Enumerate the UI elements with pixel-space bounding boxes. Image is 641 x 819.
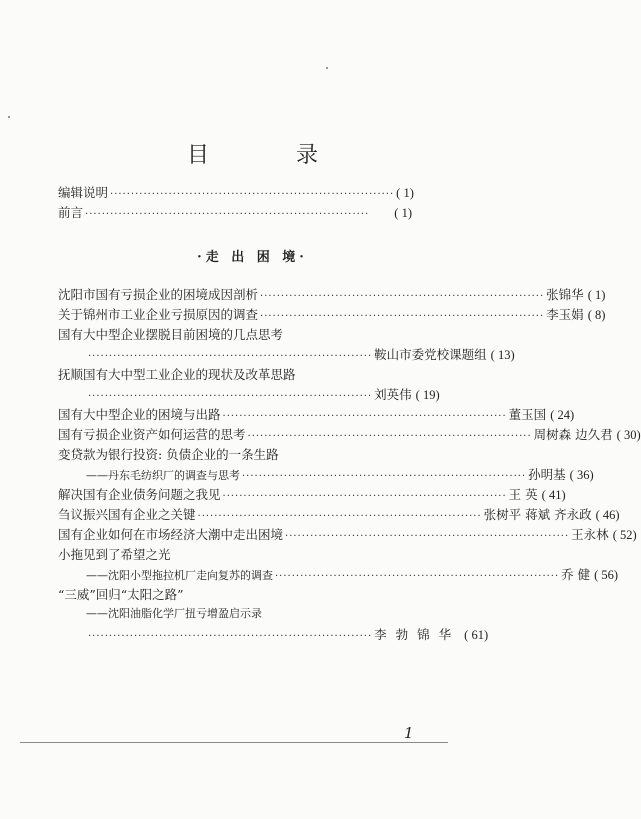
entry-page: ( 19) [415, 388, 440, 402]
toc-line [86, 605, 412, 623]
toc-line [86, 385, 440, 403]
toc-line [58, 365, 412, 383]
entry-page: ( 46) [595, 508, 620, 522]
entry-title: 抚顺国有大中型工业企业的现状及改革思路 [58, 367, 296, 382]
entry-page: ( 13) [490, 348, 515, 362]
entry-author: 乔 健 [561, 567, 591, 582]
bottom-rule [20, 742, 448, 743]
page-title: 目 录 [187, 143, 358, 168]
leader-dots: ···································································· [260, 291, 545, 302]
toc-line [58, 203, 412, 221]
leader-dots: ···································································· [88, 631, 373, 642]
leader-dots: ···································································· [88, 391, 373, 402]
entry-title: 刍议振兴国有企业之关键 [58, 507, 196, 522]
entry-title: 国有亏损企业资产如何运营的思考 [58, 427, 246, 442]
entry-title: 前言 [58, 205, 84, 220]
toc-line [58, 585, 412, 603]
entry-page: ( 30) [616, 428, 641, 442]
toc-line [86, 625, 489, 643]
entry-title: 关于锦州市工业企业亏损原因的调查 [58, 307, 259, 322]
entry-author: 孙明基 [528, 467, 566, 482]
toc-line [58, 285, 606, 303]
entry-subtitle: ——沈阳油脂化学厂扭亏增盈启示录 [86, 607, 262, 620]
entry-author: 王永林 [571, 527, 609, 542]
entry-page: ( 1) [587, 288, 606, 302]
toc-line [58, 485, 566, 503]
leader-dots: ···································································· [85, 209, 370, 220]
leader-dots: ···································································· [275, 571, 560, 582]
entry-subtitle: ——沈阳小型拖拉机厂走向复苏的调查 [86, 569, 273, 582]
toc-line [86, 565, 619, 583]
entry-author: 刘英伟 [374, 387, 412, 402]
entry-title: 变贷款为银行投资: 负债企业的一条生路 [58, 447, 279, 462]
leader-dots: ···································································· [247, 431, 532, 442]
section-heading: ·走 出 困 境· [197, 250, 308, 265]
entry-title: 编辑说明 [58, 185, 109, 200]
leader-dots: ···································································· [110, 189, 395, 200]
entry-page: ( 61) [464, 628, 489, 642]
entry-title: “三威”回归“太阳之路” [58, 587, 184, 602]
scan-speck [8, 116, 10, 118]
entry-author: 王 英 [508, 487, 538, 502]
entry-page: ( 41) [541, 488, 566, 502]
entry-page: ( 1) [396, 186, 414, 200]
entry-author: 李玉娟 [546, 307, 584, 322]
entry-author: 鞍山市委党校课题组 [374, 347, 487, 362]
entry-author: 周树森 边久君 [533, 427, 613, 442]
toc-line [58, 445, 412, 463]
page-number: 1 [404, 724, 414, 742]
entry-title: 国有大中型企业的困境与出路 [58, 407, 221, 422]
leader-dots: ···································································· [260, 311, 545, 322]
leader-dots: ···································································· [197, 511, 482, 522]
entry-page: ( 1) [394, 206, 412, 220]
entry-author: 张锦华 [546, 287, 584, 302]
leader-dots: ···································································· [222, 411, 507, 422]
entry-page: ( 24) [550, 408, 575, 422]
entry-author: 李勃锦华 [374, 627, 461, 642]
toc-line [58, 325, 412, 343]
toc-line [58, 183, 412, 201]
toc-line [58, 425, 641, 443]
entry-page: ( 36) [569, 468, 594, 482]
toc-line [58, 525, 637, 543]
toc-line [86, 465, 594, 483]
toc-line [58, 405, 575, 423]
entry-page: ( 52) [612, 528, 637, 542]
entry-title: 小拖见到了希望之光 [58, 547, 171, 562]
entry-author: 董玉国 [508, 407, 547, 422]
entry-title: 国有大中型企业摆脱目前困境的几点思考 [58, 327, 284, 342]
entry-author: 张树平 蒋斌 齐永政 [483, 507, 592, 522]
leader-dots: ···································································· [222, 491, 507, 502]
entry-page: ( 56) [594, 568, 619, 582]
leader-dots: ···································································· [285, 531, 570, 542]
scan-speck [326, 67, 328, 69]
entry-title: 解决国有企业债务问题之我见 [58, 487, 221, 502]
leader-dots: ···································································· [242, 471, 527, 482]
entry-subtitle: ——丹东毛纺织厂的调查与思考 [86, 469, 240, 482]
toc-line [58, 305, 606, 323]
entry-title: 国有企业如何在市场经济大潮中走出困境 [58, 527, 284, 542]
toc-line [58, 545, 412, 563]
toc-line [86, 345, 515, 363]
entry-title: 沈阳市国有亏损企业的困境成因剖析 [58, 287, 259, 302]
entry-page: ( 8) [587, 308, 606, 322]
leader-dots: ···································································· [88, 351, 373, 362]
toc-line [58, 505, 620, 523]
